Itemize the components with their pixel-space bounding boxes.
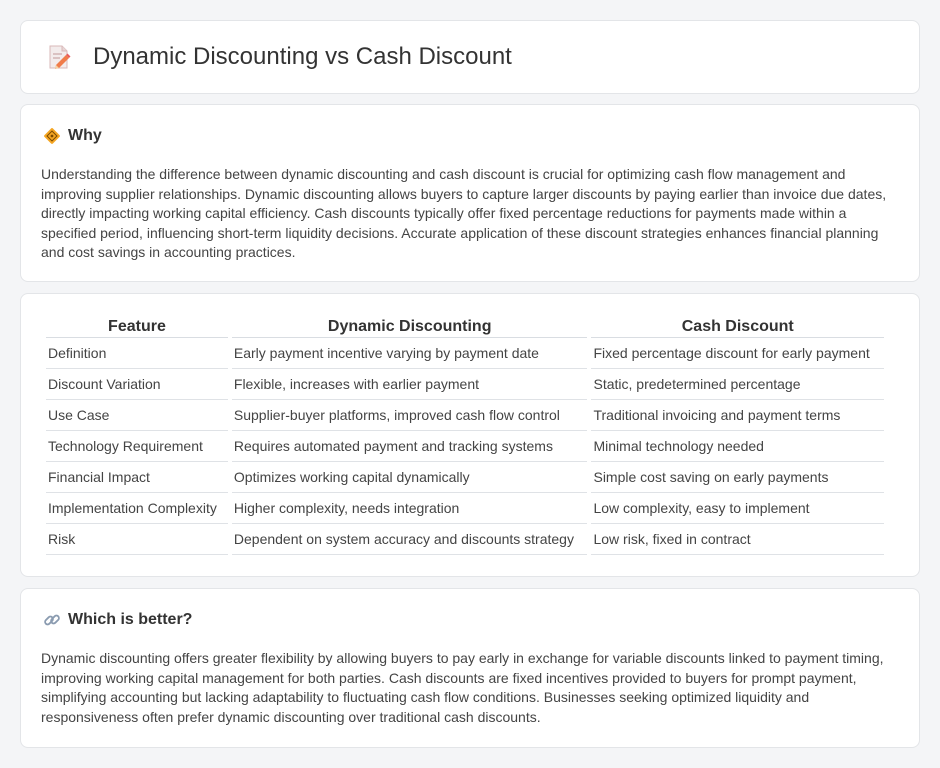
comparison-card — [20, 293, 920, 577]
table-cell: Technology Requirement — [46, 431, 228, 462]
table-row — [46, 338, 884, 369]
better-title: Which is better? — [68, 611, 193, 628]
why-title: Why — [68, 127, 102, 144]
diamond-sign-icon — [43, 127, 61, 145]
table-cell: Financial Impact — [46, 462, 228, 493]
table-cell: Dependent on system accuracy and discounts strategy — [232, 524, 588, 555]
table-cell: Implementation Complexity — [46, 493, 228, 524]
table-cell: Optimizes working capital dynamically — [232, 462, 588, 493]
table-row — [46, 369, 884, 400]
header-card — [20, 20, 920, 94]
table-row — [46, 431, 884, 462]
header-feature: Feature — [46, 315, 228, 338]
table-cell: Early payment incentive varying by payment date — [232, 338, 588, 369]
why-text: Understanding the difference between dynamic discounting and cash discount is crucial for optimizing cash flow management and improving supplier relationships. Dynamic discounting allows buyers to capture larger discounts by paying earlier than invoice due dates, directly impacting working capital efficiency. Cash discounts typically offer fixed percentage reductions for payments made within a specified period, influencing short-term liquidity decisions. Accurate application of these discount strategies enhances financial planning and cost savings in accounting practices. — [41, 166, 887, 261]
header-cash-discount: Cash Discount — [591, 315, 884, 338]
comparison-table — [42, 315, 888, 555]
table-cell: Minimal technology needed — [591, 431, 884, 462]
table-row — [46, 462, 884, 493]
table-cell: Fixed percentage discount for early payment — [591, 338, 884, 369]
page-title: Dynamic Discounting vs Cash Discount — [93, 43, 512, 70]
link-icon — [43, 611, 61, 629]
table-cell: Static, predetermined percentage — [591, 369, 884, 400]
table-header-row — [46, 315, 884, 338]
table-cell: Discount Variation — [46, 369, 228, 400]
table-row — [46, 400, 884, 431]
better-text: Dynamic discounting offers greater flexibility by allowing buyers to pay early in exchange for variable discounts linked to payment timing, improving working capital management for both parties. Cash discounts are fixed incentives provided to buyers for prompt payment, simplifying accounting but lacking adaptability to fluctuating cash flow conditions. Businesses seeking optimized liquidity and responsiveness often prefer dynamic discounting over traditional cash discounts. — [41, 650, 884, 725]
table-cell: Simple cost saving on early payments — [591, 462, 884, 493]
table-cell: Risk — [46, 524, 228, 555]
table-cell: Traditional invoicing and payment terms — [591, 400, 884, 431]
table-row — [46, 524, 884, 555]
document-pencil-icon — [47, 44, 71, 70]
table-cell: Use Case — [46, 400, 228, 431]
why-card — [20, 104, 920, 282]
why-heading — [43, 127, 102, 145]
table-cell: Low risk, fixed in contract — [591, 524, 884, 555]
title-row — [47, 43, 512, 71]
table-cell: Higher complexity, needs integration — [232, 493, 588, 524]
table-cell: Definition — [46, 338, 228, 369]
header-dynamic-discounting: Dynamic Discounting — [232, 315, 588, 338]
table-cell: Flexible, increases with earlier payment — [232, 369, 588, 400]
better-heading — [43, 611, 192, 629]
table-row — [46, 493, 884, 524]
table-cell: Low complexity, easy to implement — [591, 493, 884, 524]
which-is-better-card — [20, 588, 920, 748]
table-cell: Supplier-buyer platforms, improved cash flow control — [232, 400, 588, 431]
table-cell: Requires automated payment and tracking systems — [232, 431, 588, 462]
